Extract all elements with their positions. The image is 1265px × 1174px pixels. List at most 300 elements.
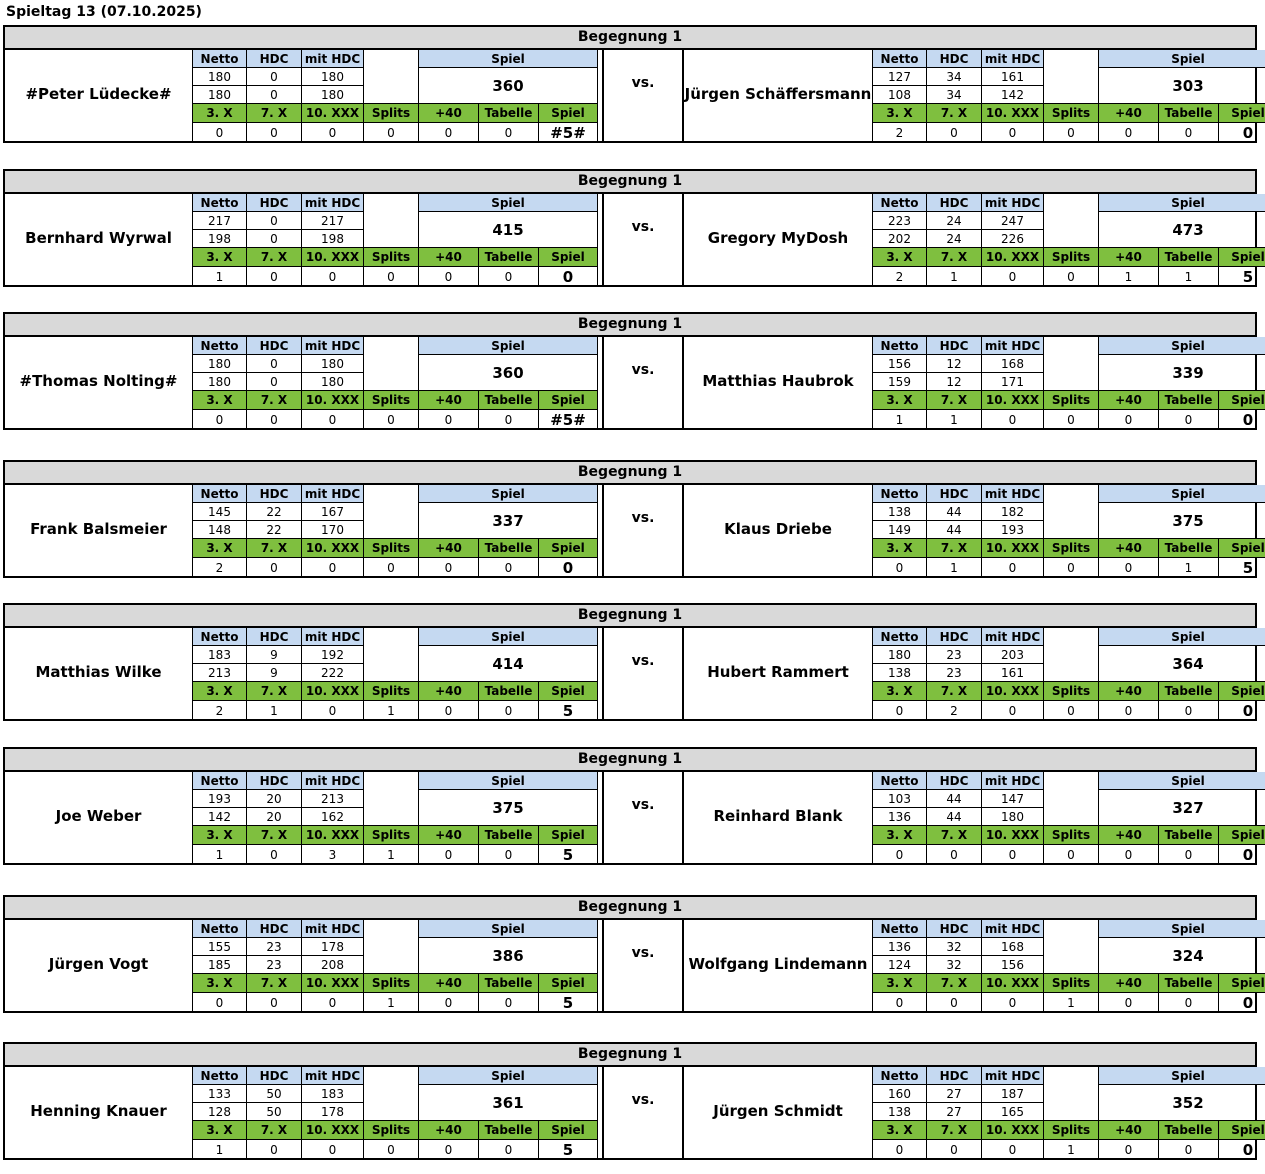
game-2-netto: 124	[872, 956, 927, 974]
stat-x7: 1	[927, 558, 982, 578]
stat-header-splits: Splits	[364, 539, 419, 558]
stat-header-splits: Splits	[1044, 682, 1099, 701]
stat-header-splits: Splits	[364, 391, 419, 410]
match-block	[3, 169, 1265, 287]
stat-splits: 1	[1044, 1140, 1099, 1160]
stat-header-x7: 7. X	[927, 248, 982, 267]
game-1-hdc: 44	[927, 503, 982, 521]
netto-header: Netto	[192, 772, 247, 790]
match-block	[3, 25, 1265, 143]
hdc-header: HDC	[247, 920, 302, 938]
stat-header-spiel: Spiel	[1219, 974, 1265, 993]
stat-tabelle: 0	[1159, 993, 1219, 1013]
game-2-hdc: 0	[247, 373, 302, 391]
match-header: Begegnung 1	[5, 462, 1255, 485]
match-header: Begegnung 1	[5, 27, 1255, 50]
stat-header-plus40: +40	[419, 826, 479, 845]
spiel-total: 303	[1099, 68, 1265, 104]
stat-header-tabelle: Tabelle	[479, 682, 539, 701]
stat-spiel: 0	[1219, 410, 1265, 430]
right-player-name: Klaus Driebe	[724, 520, 832, 538]
stat-header-x10: 10. XXX	[982, 826, 1044, 845]
stat-splits: 0	[1044, 267, 1099, 287]
game-1-mit-hdc: 180	[302, 355, 364, 373]
stat-spiel: 0	[1219, 993, 1265, 1013]
stat-x3: 2	[192, 701, 247, 721]
stat-tabelle: 0	[479, 1140, 539, 1160]
game-2-netto: 213	[192, 664, 247, 682]
stat-header-x10: 10. XXX	[982, 682, 1044, 701]
stat-header-plus40: +40	[1099, 539, 1159, 558]
hdc-header: HDC	[247, 772, 302, 790]
stat-header-plus40: +40	[1099, 248, 1159, 267]
hdc-header: HDC	[927, 1067, 982, 1085]
match-header: Begegnung 1	[5, 897, 1255, 920]
stat-tabelle: 0	[479, 558, 539, 578]
right-score-table	[872, 485, 1265, 578]
game-2-mit-hdc: 156	[982, 956, 1044, 974]
stat-x10: 0	[302, 267, 364, 287]
stat-spiel: #5#	[539, 410, 598, 430]
game-1-hdc: 23	[247, 938, 302, 956]
hdc-header: HDC	[247, 1067, 302, 1085]
vs-label: vs.	[602, 920, 684, 1011]
right-player-name: Jürgen Schäffersmann	[684, 85, 872, 103]
right-player-name: Wolfgang Lindemann	[688, 955, 868, 973]
game-2-hdc: 44	[927, 808, 982, 826]
spiel-header: Spiel	[419, 1067, 598, 1085]
mit-hdc-header: mit HDC	[302, 772, 364, 790]
right-player-name: Gregory MyDosh	[707, 229, 849, 247]
stat-x7: 0	[927, 845, 982, 865]
right-score-table	[872, 772, 1265, 865]
stat-header-x10: 10. XXX	[302, 682, 364, 701]
stat-header-x10: 10. XXX	[302, 539, 364, 558]
spiel-header: Spiel	[1099, 337, 1265, 355]
stat-header-x3: 3. X	[192, 391, 247, 410]
game-1-mit-hdc: 178	[302, 938, 364, 956]
stat-splits: 0	[1044, 845, 1099, 865]
stat-header-x7: 7. X	[247, 539, 302, 558]
left-score-table	[192, 50, 598, 143]
stat-x3: 1	[872, 410, 927, 430]
game-2-hdc: 0	[247, 230, 302, 248]
stat-x7: 0	[247, 410, 302, 430]
game-1-hdc: 0	[247, 212, 302, 230]
stat-header-x7: 7. X	[927, 539, 982, 558]
stat-header-x3: 3. X	[192, 248, 247, 267]
stat-header-spiel: Spiel	[1219, 104, 1265, 123]
spiel-header: Spiel	[1099, 920, 1265, 938]
mit-hdc-header: mit HDC	[302, 628, 364, 646]
stat-x7: 1	[927, 410, 982, 430]
stat-header-x3: 3. X	[872, 682, 927, 701]
spiel-total: 352	[1099, 1085, 1265, 1121]
blank-cell	[364, 337, 419, 391]
game-1-mit-hdc: 247	[982, 212, 1044, 230]
game-1-netto: 223	[872, 212, 927, 230]
hdc-header: HDC	[927, 50, 982, 68]
stat-header-spiel: Spiel	[1219, 682, 1265, 701]
match-block	[3, 1042, 1265, 1160]
stat-header-splits: Splits	[1044, 974, 1099, 993]
stat-plus40: 0	[1099, 123, 1159, 143]
mit-hdc-header: mit HDC	[982, 50, 1044, 68]
stat-header-spiel: Spiel	[539, 391, 598, 410]
stat-header-spiel: Spiel	[539, 539, 598, 558]
game-2-mit-hdc: 161	[982, 664, 1044, 682]
stat-x3: 1	[192, 1140, 247, 1160]
stat-plus40: 0	[419, 410, 479, 430]
game-2-mit-hdc: 170	[302, 521, 364, 539]
stat-header-splits: Splits	[364, 682, 419, 701]
stat-header-x3: 3. X	[872, 391, 927, 410]
stat-spiel: 0	[1219, 701, 1265, 721]
mit-hdc-header: mit HDC	[982, 628, 1044, 646]
game-1-netto: 103	[872, 790, 927, 808]
stat-header-tabelle: Tabelle	[1159, 974, 1219, 993]
stat-header-x10: 10. XXX	[982, 391, 1044, 410]
stat-header-plus40: +40	[419, 104, 479, 123]
stat-tabelle: 0	[479, 701, 539, 721]
game-1-mit-hdc: 182	[982, 503, 1044, 521]
stat-header-spiel: Spiel	[539, 1121, 598, 1140]
stat-header-spiel: Spiel	[1219, 826, 1265, 845]
blank-cell	[1044, 485, 1099, 539]
game-2-hdc: 32	[927, 956, 982, 974]
netto-header: Netto	[872, 337, 927, 355]
stat-header-splits: Splits	[364, 104, 419, 123]
netto-header: Netto	[872, 194, 927, 212]
stat-tabelle: 0	[1159, 410, 1219, 430]
stat-spiel: 5	[1219, 558, 1265, 578]
stat-header-x7: 7. X	[927, 1121, 982, 1140]
netto-header: Netto	[192, 628, 247, 646]
stat-x3: 0	[192, 993, 247, 1013]
game-1-hdc: 50	[247, 1085, 302, 1103]
stat-header-splits: Splits	[1044, 539, 1099, 558]
stat-x7: 1	[247, 701, 302, 721]
match-block	[3, 460, 1265, 578]
stat-x3: 1	[192, 845, 247, 865]
game-2-mit-hdc: 193	[982, 521, 1044, 539]
stat-spiel: 0	[1219, 123, 1265, 143]
game-2-mit-hdc: 165	[982, 1103, 1044, 1121]
blank-cell	[1044, 50, 1099, 104]
left-player-name: Bernhard Wyrwal	[25, 229, 172, 247]
stat-header-splits: Splits	[364, 826, 419, 845]
stat-x7: 0	[927, 1140, 982, 1160]
game-2-netto: 136	[872, 808, 927, 826]
stat-header-plus40: +40	[1099, 104, 1159, 123]
game-2-mit-hdc: 222	[302, 664, 364, 682]
stat-x10: 0	[302, 123, 364, 143]
game-1-hdc: 32	[927, 938, 982, 956]
game-2-hdc: 23	[247, 956, 302, 974]
stat-x10: 0	[302, 993, 364, 1013]
stat-splits: 1	[1044, 993, 1099, 1013]
stat-header-tabelle: Tabelle	[1159, 104, 1219, 123]
game-1-netto: 155	[192, 938, 247, 956]
right-score-table	[872, 920, 1265, 1013]
stat-x3: 1	[192, 267, 247, 287]
left-player-name: Matthias Wilke	[35, 663, 162, 681]
stat-header-x7: 7. X	[927, 974, 982, 993]
stat-header-x10: 10. XXX	[302, 248, 364, 267]
stat-splits: 0	[1044, 558, 1099, 578]
stat-x10: 0	[302, 558, 364, 578]
stat-header-x10: 10. XXX	[982, 539, 1044, 558]
game-2-mit-hdc: 180	[302, 86, 364, 104]
stat-header-plus40: +40	[1099, 974, 1159, 993]
stat-header-x10: 10. XXX	[302, 826, 364, 845]
netto-header: Netto	[872, 50, 927, 68]
hdc-header: HDC	[927, 920, 982, 938]
spiel-total: 386	[419, 938, 598, 974]
game-2-hdc: 20	[247, 808, 302, 826]
game-1-mit-hdc: 187	[982, 1085, 1044, 1103]
right-player-name: Jürgen Schmidt	[713, 1102, 843, 1120]
blank-cell	[364, 50, 419, 104]
spiel-total: 364	[1099, 646, 1265, 682]
hdc-header: HDC	[927, 194, 982, 212]
game-1-hdc: 20	[247, 790, 302, 808]
stat-x7: 2	[927, 701, 982, 721]
game-1-mit-hdc: 203	[982, 646, 1044, 664]
stat-header-x3: 3. X	[872, 826, 927, 845]
stat-x3: 0	[872, 993, 927, 1013]
game-2-hdc: 12	[927, 373, 982, 391]
mit-hdc-header: mit HDC	[982, 772, 1044, 790]
stat-tabelle: 0	[479, 123, 539, 143]
stat-header-tabelle: Tabelle	[479, 391, 539, 410]
game-1-netto: 145	[192, 503, 247, 521]
stat-header-tabelle: Tabelle	[1159, 826, 1219, 845]
stat-header-tabelle: Tabelle	[1159, 248, 1219, 267]
game-2-mit-hdc: 171	[982, 373, 1044, 391]
stat-splits: 0	[1044, 410, 1099, 430]
stat-header-spiel: Spiel	[1219, 248, 1265, 267]
stat-header-plus40: +40	[419, 539, 479, 558]
netto-header: Netto	[192, 485, 247, 503]
vs-label: vs.	[602, 772, 684, 863]
stat-header-x7: 7. X	[247, 974, 302, 993]
stat-header-x3: 3. X	[872, 974, 927, 993]
stat-header-x7: 7. X	[247, 826, 302, 845]
spiel-total: 337	[419, 503, 598, 539]
netto-header: Netto	[192, 920, 247, 938]
stat-x10: 3	[302, 845, 364, 865]
game-2-netto: 138	[872, 664, 927, 682]
stat-header-spiel: Spiel	[539, 826, 598, 845]
spiel-header: Spiel	[419, 485, 598, 503]
match-block	[3, 747, 1265, 865]
stat-header-tabelle: Tabelle	[479, 539, 539, 558]
stat-header-plus40: +40	[419, 248, 479, 267]
stat-x3: 2	[872, 267, 927, 287]
spiel-total: 324	[1099, 938, 1265, 974]
stat-header-spiel: Spiel	[539, 974, 598, 993]
spiel-total: 360	[419, 355, 598, 391]
right-score-table	[872, 337, 1265, 430]
blank-cell	[1044, 628, 1099, 682]
netto-header: Netto	[872, 1067, 927, 1085]
netto-header: Netto	[192, 337, 247, 355]
stat-spiel: 0	[1219, 1140, 1265, 1160]
stat-splits: 0	[1044, 123, 1099, 143]
stat-plus40: 0	[1099, 993, 1159, 1013]
right-player-name: Hubert Rammert	[707, 663, 849, 681]
stat-plus40: 0	[419, 993, 479, 1013]
spiel-header: Spiel	[1099, 628, 1265, 646]
page-title: Spieltag 13 (07.10.2025)	[6, 4, 202, 20]
game-1-mit-hdc: 213	[302, 790, 364, 808]
stat-x7: 1	[927, 267, 982, 287]
spiel-header: Spiel	[419, 628, 598, 646]
spiel-header: Spiel	[1099, 1067, 1265, 1085]
mit-hdc-header: mit HDC	[302, 337, 364, 355]
stat-header-tabelle: Tabelle	[479, 974, 539, 993]
stat-header-x3: 3. X	[872, 1121, 927, 1140]
game-1-mit-hdc: 183	[302, 1085, 364, 1103]
mit-hdc-header: mit HDC	[982, 1067, 1044, 1085]
game-1-mit-hdc: 180	[302, 68, 364, 86]
stat-header-plus40: +40	[1099, 391, 1159, 410]
game-2-netto: 180	[192, 86, 247, 104]
game-1-mit-hdc: 161	[982, 68, 1044, 86]
blank-cell	[364, 194, 419, 248]
stat-header-plus40: +40	[1099, 682, 1159, 701]
game-2-hdc: 9	[247, 664, 302, 682]
stat-x10: 0	[982, 410, 1044, 430]
stat-header-plus40: +40	[419, 1121, 479, 1140]
game-2-mit-hdc: 180	[302, 373, 364, 391]
stat-x10: 0	[302, 410, 364, 430]
stat-plus40: 0	[419, 123, 479, 143]
stat-tabelle: 1	[1159, 558, 1219, 578]
game-2-hdc: 50	[247, 1103, 302, 1121]
stat-header-splits: Splits	[1044, 391, 1099, 410]
stat-tabelle: 0	[1159, 845, 1219, 865]
blank-cell	[1044, 194, 1099, 248]
stat-header-tabelle: Tabelle	[479, 104, 539, 123]
right-score-table	[872, 50, 1265, 143]
left-score-table	[192, 628, 598, 721]
game-1-hdc: 12	[927, 355, 982, 373]
spiel-total: 414	[419, 646, 598, 682]
stat-x10: 0	[302, 1140, 364, 1160]
spiel-header: Spiel	[419, 194, 598, 212]
blank-cell	[364, 485, 419, 539]
spiel-header: Spiel	[419, 50, 598, 68]
game-1-hdc: 27	[927, 1085, 982, 1103]
netto-header: Netto	[872, 772, 927, 790]
vs-label: vs.	[602, 194, 684, 285]
left-player-name: Frank Balsmeier	[30, 520, 167, 538]
stat-x3: 2	[192, 558, 247, 578]
stat-x3: 0	[872, 558, 927, 578]
stat-header-tabelle: Tabelle	[479, 826, 539, 845]
spiel-total: 327	[1099, 790, 1265, 826]
left-player-name: Henning Knauer	[30, 1102, 167, 1120]
stat-spiel: 5	[539, 993, 598, 1013]
left-player-name: #Thomas Nolting#	[19, 372, 178, 390]
stat-x10: 0	[302, 701, 364, 721]
stat-spiel: 0	[1219, 845, 1265, 865]
left-score-table	[192, 337, 598, 430]
game-2-mit-hdc: 142	[982, 86, 1044, 104]
game-2-netto: 202	[872, 230, 927, 248]
match-header: Begegnung 1	[5, 171, 1255, 194]
stat-x7: 0	[927, 123, 982, 143]
game-1-netto: 180	[192, 68, 247, 86]
stat-tabelle: 1	[1159, 267, 1219, 287]
game-2-hdc: 27	[927, 1103, 982, 1121]
right-player-name: Matthias Haubrok	[702, 372, 854, 390]
spiel-header: Spiel	[419, 920, 598, 938]
stat-header-x10: 10. XXX	[982, 974, 1044, 993]
stat-header-x3: 3. X	[872, 248, 927, 267]
stat-spiel: #5#	[539, 123, 598, 143]
game-2-mit-hdc: 178	[302, 1103, 364, 1121]
vs-label: vs.	[602, 628, 684, 719]
stat-header-x7: 7. X	[247, 104, 302, 123]
stat-header-x7: 7. X	[247, 682, 302, 701]
spiel-header: Spiel	[419, 772, 598, 790]
hdc-header: HDC	[247, 194, 302, 212]
stat-header-x7: 7. X	[927, 104, 982, 123]
hdc-header: HDC	[927, 772, 982, 790]
stat-tabelle: 0	[1159, 123, 1219, 143]
stat-header-splits: Splits	[364, 248, 419, 267]
stat-plus40: 0	[419, 267, 479, 287]
netto-header: Netto	[872, 920, 927, 938]
netto-header: Netto	[192, 194, 247, 212]
stat-header-plus40: +40	[1099, 826, 1159, 845]
stat-spiel: 5	[539, 845, 598, 865]
mit-hdc-header: mit HDC	[982, 194, 1044, 212]
blank-cell	[1044, 920, 1099, 974]
hdc-header: HDC	[247, 628, 302, 646]
game-1-hdc: 22	[247, 503, 302, 521]
game-2-netto: 138	[872, 1103, 927, 1121]
hdc-header: HDC	[927, 628, 982, 646]
stat-header-tabelle: Tabelle	[1159, 391, 1219, 410]
spiel-total: 415	[419, 212, 598, 248]
spiel-total: 361	[419, 1085, 598, 1121]
game-2-netto: 108	[872, 86, 927, 104]
stat-header-spiel: Spiel	[539, 104, 598, 123]
stat-header-tabelle: Tabelle	[1159, 682, 1219, 701]
left-score-table	[192, 1067, 598, 1160]
stat-splits: 1	[364, 993, 419, 1013]
stat-header-splits: Splits	[1044, 104, 1099, 123]
hdc-header: HDC	[247, 485, 302, 503]
mit-hdc-header: mit HDC	[982, 485, 1044, 503]
stat-header-x3: 3. X	[192, 104, 247, 123]
mit-hdc-header: mit HDC	[302, 50, 364, 68]
game-2-netto: 185	[192, 956, 247, 974]
hdc-header: HDC	[927, 337, 982, 355]
stat-header-x10: 10. XXX	[982, 104, 1044, 123]
blank-cell	[364, 628, 419, 682]
stat-spiel: 0	[539, 267, 598, 287]
game-2-mit-hdc: 226	[982, 230, 1044, 248]
blank-cell	[1044, 337, 1099, 391]
hdc-header: HDC	[247, 50, 302, 68]
stat-header-tabelle: Tabelle	[479, 1121, 539, 1140]
game-1-hdc: 23	[927, 646, 982, 664]
